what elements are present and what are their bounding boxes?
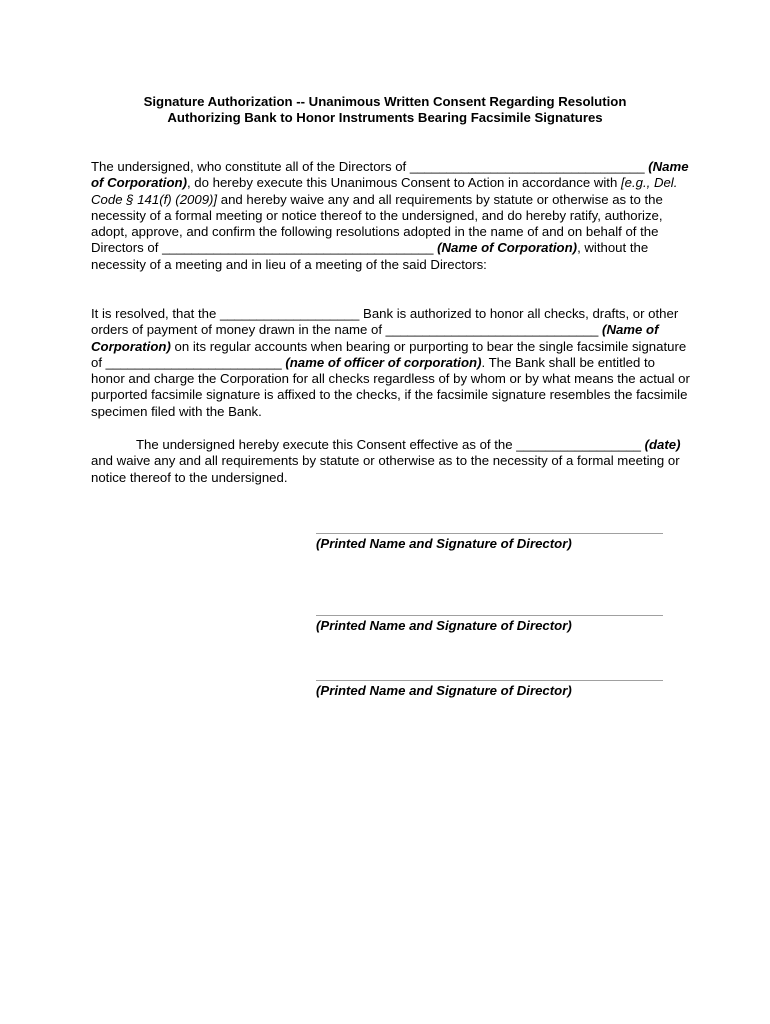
p1-text-2: , do hereby execute this Unanimous Consent to Action in accordance with [186, 175, 621, 191]
signature-line [316, 680, 663, 681]
paragraph-effective-date [91, 437, 691, 486]
p1-code-reference: [e.g., Del. Code § 141(f) (2009)] [91, 175, 678, 207]
p1-text-4: , without the necessity of a meeting and in lieu of a meeting of the said Directors: [91, 240, 649, 272]
p2-name-of-officer: (name of officer of corporation) [285, 354, 482, 370]
paragraph-consent-intro [91, 159, 691, 273]
p3-text-2: and waive any and all requirements by statute or otherwise as to the necessity of a formal meeting or notice thereof to the undersigned. [91, 453, 680, 485]
p2-text-3: . The Bank shall be entitled to honor and charge the Corporation for all checks regardless of by whom or by what means the actual or purported facsimile signature is affixed to the checks, if the facsimile signature resembles the facsimile specimen filed with the Bank. [91, 354, 690, 419]
p3-text-1: The undersigned hereby execute this Consent effective as of the _________________ [136, 437, 641, 452]
p1-text-1: The undersigned, who constitute all of the Directors of ________________________________ [91, 159, 645, 174]
p1-name-of-corporation-2: (Name of Corporation) [437, 240, 578, 256]
signature-label: (Printed Name and Signature of Director) [316, 536, 572, 551]
signature-line [316, 533, 663, 534]
signature-block-2 [316, 615, 663, 634]
signature-label: (Printed Name and Signature of Director) [316, 618, 572, 633]
signature-label: (Printed Name and Signature of Director) [316, 683, 572, 698]
title-line-2: Authorizing Bank to Honor Instruments Bearing Facsimile Signatures [167, 110, 603, 125]
signature-line [316, 615, 663, 616]
title-line-1: Signature Authorization -- Unanimous Written Consent Regarding Resolution [143, 94, 627, 109]
signature-block-1 [316, 533, 663, 552]
signature-block-3 [316, 680, 663, 699]
p2-text-2: on its regular accounts when bearing or purporting to bear the single facsimile signature of ________________________ [91, 338, 687, 370]
p2-text-1: It is resolved, that the ___________________ Bank is authorized to honor all checks, drafts, or other orders of payment of money drawn in the name of _____________________________ [91, 306, 679, 338]
p1-name-of-corporation-1: (Name of Corporation) [91, 159, 689, 191]
document-title [90, 94, 680, 126]
p3-date: (date) [644, 437, 681, 452]
paragraph-resolution [91, 306, 691, 420]
p1-text-3: and hereby waive any and all requirements by statute or otherwise as to the necessity of a formal meeting or notice thereof to the undersigned, and do hereby ratify, authorize, adopt, approve, and confirm the following resolutions adopted in the name of and on behalf of the Directors of _____________________________________ [91, 191, 663, 256]
p2-name-of-corporation: (Name of Corporation) [91, 322, 659, 354]
